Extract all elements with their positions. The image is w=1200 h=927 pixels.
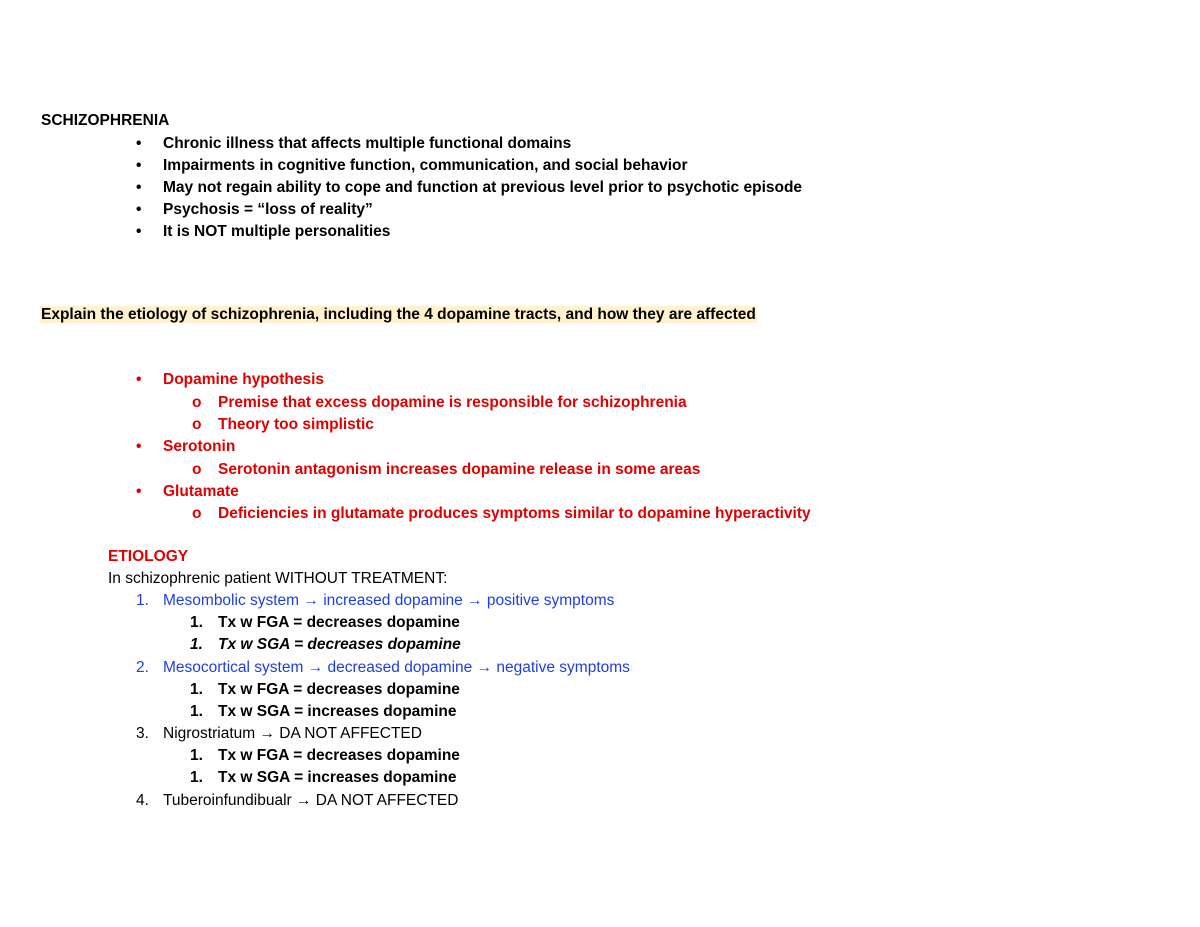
bullet-marker: • — [136, 201, 142, 218]
tract-text: Tuberoinfundibualr → DA NOT AFFECTED — [163, 792, 459, 809]
tract-number: 4. — [136, 792, 149, 809]
treatment-text: Tx w FGA = decreases dopamine — [218, 747, 460, 764]
tract-number: 2. — [136, 659, 149, 676]
hypothesis-detail: Serotonin antagonism increases dopamine release in some areas — [218, 461, 701, 478]
treatment-number: 1. — [190, 769, 203, 786]
bullet-marker: • — [136, 135, 142, 152]
tract-number: 1. — [136, 592, 149, 609]
treatment-text: Tx w SGA = increases dopamine — [218, 703, 457, 720]
sub-bullet-marker: o — [192, 505, 202, 522]
treatment-text: Tx w FGA = decreases dopamine — [218, 681, 460, 698]
bullet-marker: • — [136, 483, 142, 500]
sub-bullet-marker: o — [192, 394, 202, 411]
treatment-number: 1. — [190, 614, 203, 631]
treatment-number: 1. — [190, 636, 203, 653]
bullet-marker: • — [136, 371, 142, 388]
intro-bullet: It is NOT multiple personalities — [163, 223, 391, 240]
hypothesis-detail: Theory too simplistic — [218, 416, 374, 433]
treatment-number: 1. — [190, 703, 203, 720]
tract-text: Nigrostriatum → DA NOT AFFECTED — [163, 725, 422, 742]
intro-bullet: May not regain ability to cope and function at previous level prior to psychotic episode — [163, 179, 803, 196]
treatment-number: 1. — [190, 747, 203, 764]
hypothesis-title: Serotonin — [163, 438, 236, 455]
treatment-text: Tx w FGA = decreases dopamine — [218, 614, 460, 631]
etiology-heading: ETIOLOGY — [108, 548, 189, 565]
tract-text: Mesocortical system → decreased dopamine → negative symptoms — [163, 659, 630, 676]
etiology-subtitle: In schizophrenic patient WITHOUT TREATMENT: — [108, 570, 448, 587]
bullet-marker: • — [136, 157, 142, 174]
hypothesis-detail: Deficiencies in glutamate produces symptoms similar to dopamine hyperactivity — [218, 505, 811, 522]
intro-bullet: Impairments in cognitive function, communication, and social behavior — [163, 157, 688, 174]
question-text — [40, 305, 757, 325]
bullet-marker: • — [136, 223, 142, 240]
hypothesis-detail: Premise that excess dopamine is responsible for schizophrenia — [218, 394, 687, 411]
bullet-marker: • — [136, 179, 142, 196]
intro-bullet: Psychosis = “loss of reality” — [163, 201, 373, 218]
sub-bullet-marker: o — [192, 416, 202, 433]
treatment-number: 1. — [190, 681, 203, 698]
document-heading: SCHIZOPHRENIA — [41, 112, 170, 129]
sub-bullet-marker: o — [192, 461, 202, 478]
hypothesis-title: Glutamate — [163, 483, 239, 500]
treatment-text: Tx w SGA = decreases dopamine — [218, 636, 461, 653]
tract-text: Mesombolic system → increased dopamine → positive symptoms — [163, 592, 615, 609]
bullet-marker: • — [136, 438, 142, 455]
hypothesis-title: Dopamine hypothesis — [163, 371, 325, 388]
highlighted-question: Explain the etiology of schizophrenia, including the 4 dopamine tracts, and how they are affected — [41, 306, 756, 323]
intro-bullet: Chronic illness that affects multiple functional domains — [163, 135, 572, 152]
tract-number: 3. — [136, 725, 149, 742]
treatment-text: Tx w SGA = increases dopamine — [218, 769, 457, 786]
